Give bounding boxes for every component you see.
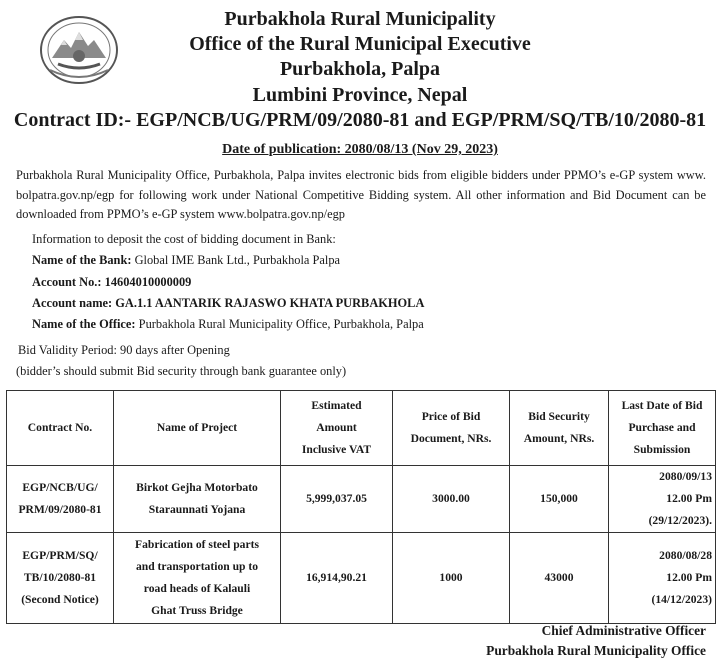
office-value: Purbakhola Rural Municipality Office, Purbakhola, Palpa [138,317,424,331]
cell-security: 43000 [510,533,609,624]
header-price: Price of Bid Document, NRs. [393,391,510,466]
bank-name-label: Name of the Bank: [32,253,132,267]
header-security: Bid Security Amount, NRs. [510,391,609,466]
account-name-value: GA.1.1 AANTARIK RAJASWO KHATA PURBAKHOLA [115,296,425,310]
cell-price: 3000.00 [393,466,510,533]
table-row [7,533,716,624]
header-last-date: Last Date of Bid Purchase and Submission [609,391,716,466]
account-name-line [32,296,424,311]
cell-price: 1000 [393,533,510,624]
header-contract-no: Contract No. [7,391,114,466]
account-no-value: 14604010000009 [104,275,192,289]
office-line [32,317,424,332]
header-estimated: Estimated Amount Inclusive VAT [281,391,393,466]
cell-last-date: 2080/08/28 12.00 Pm (14/12/2023) [609,533,716,624]
bank-name-line [32,253,340,268]
office-name: Office of the Rural Municipal Executive [189,33,531,55]
contract-id: Contract ID:- EGP/NCB/UG/PRM/09/2080-81 and EGP/PRM/SQ/TB/10/2080-81 [13,109,707,131]
municipality-name: Purbakhola Rural Municipality [224,8,496,30]
bank-name-value: Global IME Bank Ltd., Purbakhola Palpa [134,253,341,267]
location: Purbakhola, Palpa [279,58,441,80]
signatory-office: Purbakhola Rural Municipality Office [486,643,706,658]
header-project: Name of Project [114,391,281,466]
cell-estimated: 16,914,90.21 [281,533,393,624]
security-note: (bidder’s should submit Bid security through bank guarantee only) [16,364,347,378]
publication-date: Date of publication: 2080/08/13 (Nov 29, 2023) [222,142,498,157]
signatory-title: Chief Administrative Officer [541,623,706,638]
cell-estimated: 5,999,037.05 [281,466,393,533]
province: Lumbini Province, Nepal [252,84,468,106]
cell-security: 150,000 [510,466,609,533]
table-row [7,466,716,533]
account-name-label: Account name: [32,296,113,310]
office-label: Name of the Office: [32,317,136,331]
publication-date-line [0,142,720,158]
account-no-line [32,275,191,290]
bank-info: Information to deposit the cost of bidding document in Bank: [32,232,336,246]
cell-project: Birkot Gejha Motorbato Staraunnati Yojana [114,466,281,533]
cell-project: Fabrication of steel parts and transportation up to road heads of Kalauli Ghat Truss Bridge [114,533,281,624]
bid-table [6,390,716,624]
intro-paragraph: Purbakhola Rural Municipality Office, Purbakhola, Palpa invites electronic bids from eligible bidders under PPMO’s e-GP system www. bolpatra.gov.np/egp for following work under National Competitive Bidding system. All other information and Bid Document can be downloaded from PPMO’s e-GP system www.bolpatra.gov.np/egp [16,168,706,221]
account-no-label: Account No.: [32,275,102,289]
cell-last-date: 2080/09/13 12.00 Pm (29/12/2023). [609,466,716,533]
cell-contract-no: EGP/PRM/SQ/ TB/10/2080-81 (Second Notice) [7,533,114,624]
table-header-row [7,391,716,466]
bid-validity: Bid Validity Period: 90 days after Opening [18,343,230,357]
cell-contract-no: EGP/NCB/UG/ PRM/09/2080-81 [7,466,114,533]
